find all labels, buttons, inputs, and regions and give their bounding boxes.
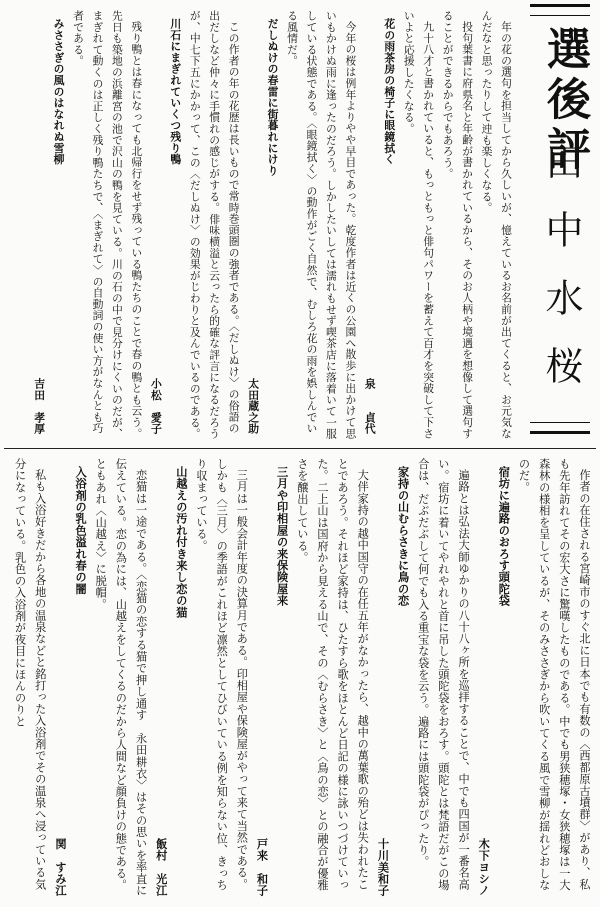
haiku-heading: 入浴剤の乳色溢れ春の闇 [74, 466, 88, 595]
upper-text-block [4, 10, 516, 440]
review-body: 作者の在住される宮崎市のすぐ北に日本でも有数の〈西都原古墳群〉があり、私も先年訪れてその宏大さに驚嘆したものである。中でも男狭穂塚・女狭穂塚は一大森林の様相を呈しているが、そのみささぎから吹いてくる風で雪柳が揺れどおしなのだ。 [517, 458, 591, 891]
review-body: この作者の年の花歴は長いもので常時巻頭圏の強者である。〈だしぬけ〉の俗語の出だしなど仲々に手慣れの感じがする。俳味横溢と云ったら的確な評言になるだろうが、中七下五にかかって、この〈だしぬけ〉の効果がじわりと及んでいるのである。 [188, 10, 241, 440]
columnist-name: 田中水桜 [539, 142, 583, 414]
haiku-author: 十川美和子 [376, 837, 390, 896]
haiku-author: 太田蔵之助 [247, 377, 261, 434]
haiku-heading: 三月や印相屋の来保険屋来 [275, 466, 289, 607]
review-body: 大伴家持の越中国守の在任五年がなかったら、越中の萬葉歌の殆どは失われたことであろう。それほど家持は、ひたすら歌をほとんど日記の様に詠いつづけていった。二上山は国府から見える山で、その〈むらさき〉と〈鳥の恋〉との融合が優雅さを醸出している。 [295, 458, 370, 891]
haiku-heading: 宿坊に遍路のおろす頭陀袋 [497, 466, 511, 607]
haiku-heading: みささぎの風のはなれぬ雪柳 [52, 18, 66, 165]
haiku-author: 木下ヨシノ [477, 837, 491, 896]
haiku-heading: だしぬけの春雷に街暮れにけり [266, 18, 280, 177]
review-body: 今年の桜は例年よりやや早目であった。乾度作者は近くの公園へ散歩に出かけて思いもかけぬ雨に逢ったのだろう。しかしたいしては濡れもせず喫茶店に落着いて一服している状態である。〈眼鏡拭く〉の動作がごく自然で、むしろ花の雨を娯しんでいる風情だ。 [286, 10, 358, 440]
title-rule-bottom [530, 422, 590, 434]
haiku-heading: 山越えの汚れ付き来し恋の猫 [174, 466, 188, 619]
title-rule-top [530, 4, 590, 16]
haiku-author: 泉 貞代 [363, 377, 377, 434]
haiku-author: 飯村 光江 [154, 837, 168, 896]
intro-paragraph: 九十八才と書かれていると、もっともっと俳句パワーを蓄えて百才を突破して下さいよと応援したくなる。 [402, 10, 436, 439]
column-title: 選後評 [539, 26, 590, 176]
review-body: 残り鴨とは春になっても北帰行をせず残っている鴨たちのことで春の鴨とも云う。先日も築地の浜離宮の池で沢山の鴨を見ている。川の石の中で見分けにくいのだが、まぎれて動くのは正しく残り鴨たちで、〈まぎれて〉の自動詞の使い方がなんとも巧者である。 [72, 10, 144, 440]
review-body: 恋猫は一途である。〈恋猫の恋する猫で押し通す 永田耕衣〉はその思いを率直に伝えている。恋の為には、山越えをしてくるのだから人間など顔負けの態である。ともあれ〈山越え〉に脱帽。 [94, 458, 148, 897]
section-divider [4, 448, 596, 449]
review-body: 三月は一般会計年度の決算月である。印相屋や保険屋がやって来て当然である。しかも〈三月〉の季語がこれほど凛然としてひびいている例を知らない位、きっちり収まっている。 [195, 458, 249, 891]
review-body: 遍路とは弘法大師ゆかりの八十八ヶ所を巡拝することで、中でも四国が一番名高い。宿坊に着いてやれやれと首に吊した頭陀袋をおろす。頭陀とは梵語だがこの場合は、だぶだぶして何でも入る重宝な袋を云う。遍路には頭陀袋がぴったり。 [416, 458, 471, 891]
haiku-author: 戸来 和子 [255, 837, 269, 896]
lower-text-block [6, 458, 594, 902]
intro-paragraph: 年の花の選句を担当してから久しいが、憶えているお名前が出てくると、お元気なんだなと思ったりして迚も楽しくなる。 [480, 10, 513, 439]
intro-paragraph: 投句葉書に府県名と年齢が書かれているから、そのお人柄や境遇を想像して選句することができるからでもあろう。 [441, 10, 475, 439]
haiku-author: 小松 愛子 [149, 377, 163, 434]
haiku-heading: 家持の山むらさきに鳥の恋 [396, 466, 410, 607]
review-body: 私も入浴好きだから各地の温泉などと銘打った入浴剤でその温泉へ浸っている気分になっている。乳色の入浴剤が夜目にほんのりと [13, 458, 47, 891]
haiku-author: 吉田 孝厚 [33, 377, 47, 434]
title-panel [524, 4, 596, 436]
haiku-author: 関 すみ江 [53, 837, 67, 896]
haiku-heading: 川石にまぎれていくつ残り鴨 [169, 18, 183, 165]
haiku-heading: 花の雨茶房の椅子に眼鏡拭く [383, 18, 397, 165]
